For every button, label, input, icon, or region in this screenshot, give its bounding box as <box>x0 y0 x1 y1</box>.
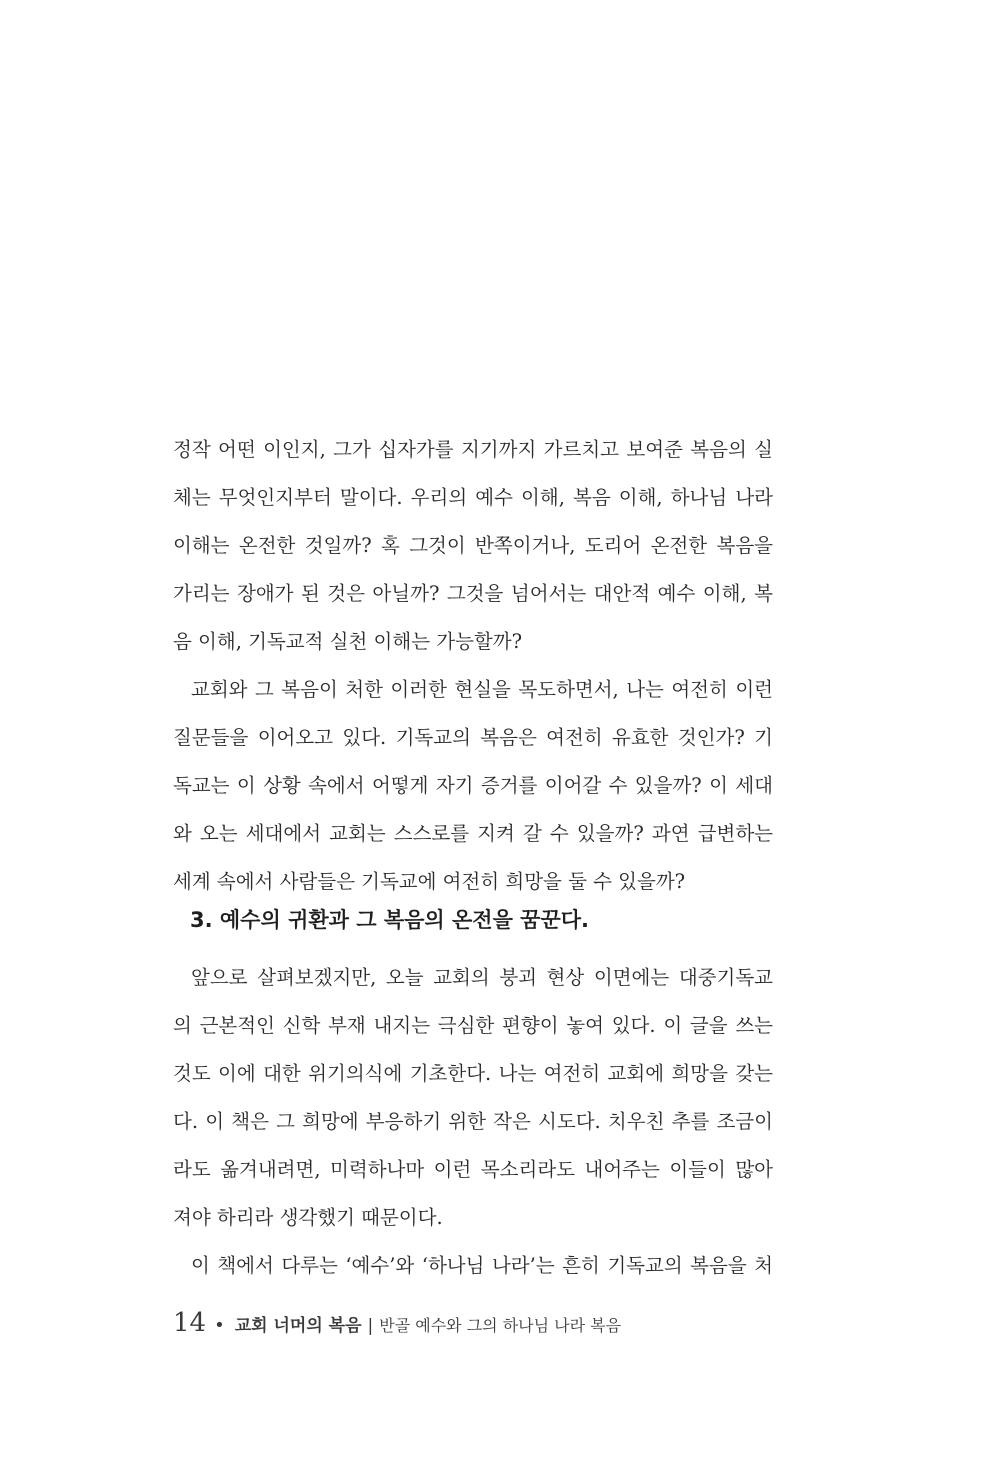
text-line: 정작 어떤 이인지, 그가 십자가를 지기까지 가르치고 보여준 복음의 실 <box>173 438 773 461</box>
text-line: 음 이해, 기독교적 실천 이해는 가능할까? <box>173 630 523 653</box>
text-line: 가리는 장애가 된 것은 아닐까? 그것을 넘어서는 대안적 예수 이해, 복 <box>173 582 773 605</box>
text-line: 다. 이 책은 그 희망에 부응하기 위한 작은 시도다. 치우친 추를 조금이 <box>173 1110 773 1133</box>
title-separator: | <box>367 1316 374 1336</box>
body-text-upper <box>173 426 773 906</box>
text-line: 질문들을 이어오고 있다. 기독교의 복음은 여전히 유효한 것인가? 기 <box>173 726 773 749</box>
text-line: 라도 옮겨내려면, 미력하나마 이런 목소리라도 내어주는 이들이 많아 <box>173 1158 773 1181</box>
text-line: 것도 이에 대한 위기의식에 기초한다. 나는 여전히 교회에 희망을 갖는 <box>173 1062 773 1085</box>
text-line: 이 책에서 다루는 ‘예수’와 ‘하나님 나라’는 흔히 기독교의 복음을 처 <box>191 1254 773 1277</box>
page-footer <box>173 1308 621 1344</box>
section-heading: 3. 예수의 귀환과 그 복음의 온전을 꿈꾼다. <box>190 908 590 932</box>
bullet-separator: • <box>214 1315 225 1336</box>
text-line: 세계 속에서 사람들은 기독교에 여전히 희망을 둘 수 있을까? <box>173 870 686 893</box>
text-line: 의 근본적인 신학 부재 내지는 극심한 편향이 놓여 있다. 이 글을 쓰는 <box>173 1014 773 1037</box>
text-line: 독교는 이 상황 속에서 어떻게 자기 증거를 이어갈 수 있을까? 이 세대 <box>173 774 773 797</box>
text-line: 이해는 온전한 것일까? 혹 그것이 반쪽이거나, 도리어 온전한 복음을 <box>173 534 773 557</box>
text-line: 앞으로 살펴보겠지만, 오늘 교회의 붕괴 현상 이면에는 대중기독교 <box>191 966 773 989</box>
body-text-lower <box>173 954 773 1290</box>
book-subtitle: 반골 예수와 그의 하나님 나라 복음 <box>379 1316 622 1335</box>
text-line: 교회와 그 복음이 처한 이러한 현실을 목도하면서, 나는 여전히 이런 <box>191 678 773 701</box>
text-line: 와 오는 세대에서 교회는 스스로를 지켜 갈 수 있을까? 과연 급변하는 <box>173 822 773 845</box>
text-line: 져야 하리라 생각했기 때문이다. <box>173 1206 443 1229</box>
page-number: 14 <box>173 1308 207 1338</box>
book-title: 교회 너머의 복음 <box>234 1316 362 1336</box>
text-line: 체는 무엇인지부터 말이다. 우리의 예수 이해, 복음 이해, 하나님 나라 <box>173 486 773 509</box>
